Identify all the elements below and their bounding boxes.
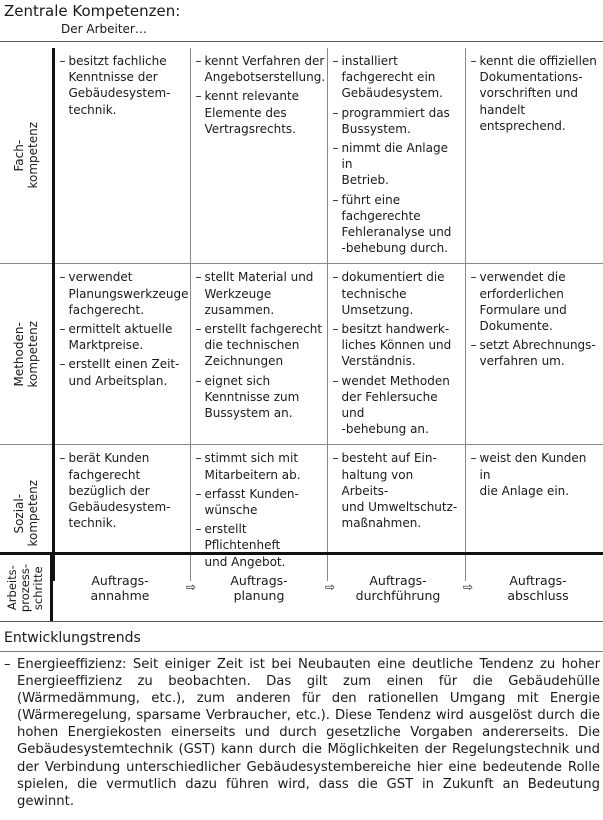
competence-cell bbox=[53, 48, 190, 264]
process-step-2: Auftrags- planung bbox=[230, 573, 288, 603]
process-step-4: Auftrags- abschluss bbox=[507, 573, 569, 603]
process-steps-row bbox=[0, 552, 603, 622]
trend-text: Seit einiger Zeit ist bei Neubauten eine deutliche Tendenz zu hoher Energieeffizienz zu beobachten. Das gilt zum einen für die Gebäudehülle (Wärmedämmung, etc.), zum anderen für den rationellen Umgang mit Energie (Wärmeregelung, sparsame Verbraucher, etc.). Diese Tendenz wird ausgelöst durch die hohen Energiekosten einerseits und durch gesetzliche Vorgaben andererseits. Die Gebäudesystemtechnik (GST) kann durch die Möglichkeiten der Regelungstechnik und der Verbindung unterschiedlicher Gebäudesystembereiche hier eine bedeutende Rolle spielen, die vermutlich dazu führen wird, dass die GST in Zukunft an Bedeutung gewinnt. bbox=[17, 657, 600, 809]
section-subheading: Der Arbeiter… bbox=[61, 22, 147, 36]
trend-paragraph bbox=[17, 656, 600, 810]
competence-list bbox=[471, 53, 602, 134]
list-item: – kennt Verfahren der Angebotserstellung. bbox=[196, 53, 325, 85]
process-row-label-text: Arbeits- prozess- schritte bbox=[4, 563, 45, 613]
competence-list bbox=[333, 269, 463, 437]
competence-cell bbox=[465, 264, 603, 445]
competence-row-label bbox=[0, 48, 53, 264]
list-item: – kennt relevante Elemente des Vertragsrechts. bbox=[196, 88, 325, 137]
list-item: – besitzt handwerk- liches Können und Verständnis. bbox=[333, 321, 463, 370]
list-item: – wendet Methoden der Fehlersuche und -behebung an. bbox=[333, 373, 463, 438]
list-item: – erfasst Kunden- wünsche bbox=[196, 486, 325, 518]
list-item: – setzt Abrechnungs- verfahren um. bbox=[471, 337, 602, 369]
competence-list bbox=[196, 269, 325, 421]
competence-list bbox=[60, 269, 188, 388]
competence-cell bbox=[327, 48, 465, 264]
competence-cell bbox=[465, 48, 603, 264]
competence-list bbox=[333, 53, 463, 256]
list-item: – eignet sich Kenntnisse zum Bussystem an. bbox=[196, 373, 325, 422]
list-item: – weist den Kunden in die Anlage ein. bbox=[471, 450, 602, 499]
list-item: – erstellt Pflichtenheft und Angebot. bbox=[196, 521, 325, 570]
list-item: – dokumentiert die technische Umsetzung. bbox=[333, 269, 463, 318]
competence-row bbox=[0, 264, 603, 445]
process-step-3: Auftrags- durchführung bbox=[355, 573, 441, 603]
competence-cell bbox=[190, 48, 327, 264]
list-item: – ermittelt aktuelle Marktpreise. bbox=[60, 321, 188, 353]
list-item: – erstellt fachgerecht die technischen Zeichnungen bbox=[196, 321, 325, 370]
divider bbox=[0, 41, 603, 42]
list-dash: – bbox=[4, 657, 11, 672]
divider bbox=[0, 651, 603, 652]
process-step-1: Auftrags- annahme bbox=[90, 573, 150, 603]
trend-item bbox=[4, 656, 600, 810]
competence-list bbox=[471, 269, 602, 369]
competence-cell bbox=[327, 264, 465, 445]
section-heading: Zentrale Kompetenzen: bbox=[4, 2, 181, 20]
list-item: – besteht auf Ein- haltung von Arbeits- und Umweltschutz- maßnahmen. bbox=[333, 450, 463, 531]
list-item: – installiert fachgerecht ein Gebäudesystem. bbox=[333, 53, 463, 102]
competence-row-label bbox=[0, 264, 53, 445]
list-item: – führt eine fachgerechte Fehleranalyse und -behebung durch. bbox=[333, 192, 463, 257]
competence-list bbox=[333, 450, 463, 531]
list-item: – erstellt einen Zeit- und Arbeitsplan. bbox=[60, 356, 188, 388]
process-row-label bbox=[0, 555, 53, 621]
arrow-right-icon: ⇨ bbox=[186, 580, 197, 594]
competence-list bbox=[60, 53, 188, 118]
arrow-right-icon: ⇨ bbox=[463, 580, 474, 594]
list-item: – besitzt fachliche Kenntnisse der Gebäudesystem- technik. bbox=[60, 53, 188, 118]
competence-row-label-text: Sozial- kompetenz bbox=[11, 480, 40, 547]
list-item: – stimmt sich mit Mitarbeitern ab. bbox=[196, 450, 325, 482]
competence-cell bbox=[53, 264, 190, 445]
trend-term: Energieeffizienz: bbox=[17, 657, 127, 672]
competence-list bbox=[471, 450, 602, 499]
arrow-right-icon: ⇨ bbox=[325, 580, 336, 594]
list-item: – berät Kunden fachgerecht bezüglich der Gebäudesystem- technik. bbox=[60, 450, 188, 531]
trends-title: Entwicklungstrends bbox=[4, 630, 141, 646]
competence-row bbox=[0, 48, 603, 264]
competence-cell bbox=[190, 264, 327, 445]
list-item: – verwendet die erforderlichen Formulare und Dokumente. bbox=[471, 269, 602, 334]
list-item: – nimmt die Anlage in Betrieb. bbox=[333, 140, 463, 189]
competence-row-label-text: Fach- kompetenz bbox=[11, 122, 40, 189]
list-item: – verwendet Planungswerkzeuge fachgerecht. bbox=[60, 269, 188, 318]
competence-row-label-text: Methoden- kompetenz bbox=[11, 321, 40, 388]
list-item: – stellt Material und Werkzeuge zusammen. bbox=[196, 269, 325, 318]
competence-table bbox=[0, 48, 603, 581]
list-item: – programmiert das Bussystem. bbox=[333, 105, 463, 137]
list-item: – kennt die offiziellen Dokumentations- vorschriften und handelt entsprechend. bbox=[471, 53, 602, 134]
competence-list bbox=[60, 450, 188, 531]
competence-list bbox=[196, 53, 325, 137]
